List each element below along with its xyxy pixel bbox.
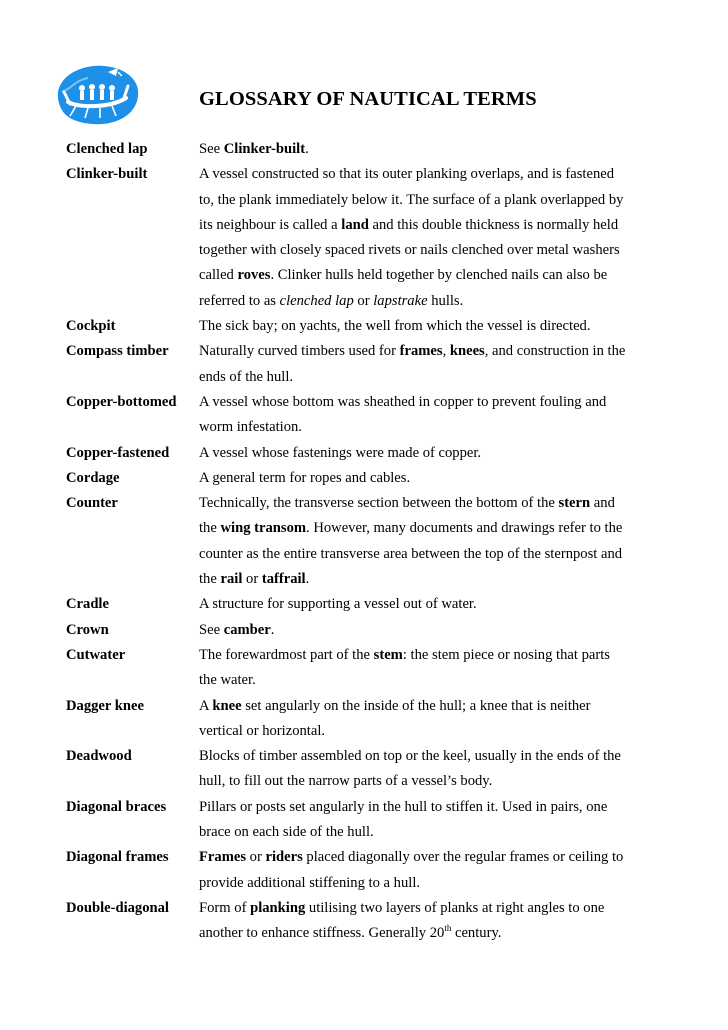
definition-text: : the stem piece or nosing that parts the water. xyxy=(199,646,610,689)
glossary-entry xyxy=(66,795,626,846)
definition-text: . Clinker hulls held together by clenched nails can also be referred to as xyxy=(199,267,608,309)
glossary-term: Double-diagonal xyxy=(66,899,169,916)
definition-text: or xyxy=(246,849,266,866)
definition-text: , xyxy=(442,343,450,360)
glossary-term: Deadwood xyxy=(66,748,132,765)
glossary-definition xyxy=(199,592,626,617)
definition-text: , and construction in the ends of the hull. xyxy=(199,343,626,385)
bold-term: frames xyxy=(399,343,443,360)
definition-text: See xyxy=(199,141,224,157)
viking-ship-logo-icon xyxy=(52,62,142,128)
glossary-entry xyxy=(66,694,626,745)
glossary-definition xyxy=(199,643,626,694)
definition-text: . xyxy=(305,141,309,157)
bold-term: riders xyxy=(265,849,303,866)
glossary-entry xyxy=(66,643,626,694)
definition-text: . xyxy=(270,621,275,638)
glossary-entry xyxy=(66,390,626,441)
definition-text: A general term for ropes and cables. xyxy=(199,469,411,486)
glossary-term: Diagonal braces xyxy=(66,798,167,815)
glossary-definition xyxy=(199,137,626,162)
glossary-entry xyxy=(66,896,626,947)
glossary-term: Diagonal frames xyxy=(66,849,169,866)
definition-text: utilising two layers of planks at right angles to one another to enhance stiffness. Generally 20 xyxy=(199,899,605,942)
definition-text: A vessel whose fastenings were made of copper. xyxy=(199,444,482,461)
glossary-entry xyxy=(66,339,626,390)
definition-text: The sick bay; on yachts, the well from which the vessel is directed. xyxy=(199,318,591,335)
glossary-entry xyxy=(66,491,626,592)
definition-text: Naturally curved timbers used for xyxy=(199,343,400,360)
bold-term: stern xyxy=(558,495,591,512)
bold-term: camber xyxy=(223,621,271,638)
glossary-term: Copper-fastened xyxy=(66,444,170,461)
glossary-term: Cordage xyxy=(66,469,120,486)
glossary-definition xyxy=(199,491,626,592)
page-title: GLOSSARY OF NAUTICAL TERMS xyxy=(199,88,537,110)
bold-term: planking xyxy=(250,899,306,916)
glossary-definition xyxy=(199,795,626,846)
glossary-term: Dagger knee xyxy=(66,697,144,714)
bold-term: taffrail xyxy=(261,571,306,588)
glossary-entry xyxy=(66,137,626,162)
glossary-definition xyxy=(199,618,626,643)
bold-term: wing transom xyxy=(220,520,307,537)
glossary-definition xyxy=(199,314,626,339)
glossary-entry xyxy=(66,618,626,643)
glossary-entry xyxy=(66,744,626,795)
definition-text: Blocks of timber assembled on top or the keel, usually in the ends of the hull, to fill out the narrow parts of a vessel’s body. xyxy=(199,748,621,790)
glossary-entry xyxy=(66,314,626,339)
definition-text: placed diagonally over the regular frames or ceiling to provide additional stiffening to a hull. xyxy=(199,849,624,891)
definition-text: Technically, the transverse section between the bottom of the xyxy=(199,495,559,512)
bold-term: rail xyxy=(220,571,243,588)
definition-text: Form of xyxy=(199,899,251,916)
glossary-entry xyxy=(66,162,626,314)
definition-text: century. xyxy=(451,925,502,942)
bold-term: land xyxy=(341,216,369,233)
italic-term: clenched lap xyxy=(279,292,354,309)
definition-text: or xyxy=(242,571,262,588)
glossary-definition xyxy=(199,744,626,795)
glossary-list xyxy=(66,137,626,947)
glossary-definition xyxy=(199,162,626,314)
bold-term: Clinker-built xyxy=(223,141,306,157)
bold-term: knees xyxy=(449,343,485,360)
glossary-term: Crown xyxy=(66,621,109,638)
glossary-entry xyxy=(66,466,626,491)
glossary-term: Counter xyxy=(66,495,118,512)
definition-text: A structure for supporting a vessel out of water. xyxy=(199,596,477,613)
definition-text: See xyxy=(199,621,224,638)
glossary-entry xyxy=(66,592,626,617)
glossary-definition xyxy=(199,441,626,466)
glossary-definition xyxy=(199,390,626,441)
glossary-term: Compass timber xyxy=(66,343,169,360)
superscript: th xyxy=(444,923,452,934)
glossary-term: Copper-bottomed xyxy=(66,393,177,410)
italic-term: lapstrake xyxy=(373,292,428,309)
glossary-term: Clinker-built xyxy=(66,166,148,183)
definition-text: . However, many documents and drawings refer to the counter as the entire transverse area between the top of the sternpost and the xyxy=(199,520,623,588)
bold-term: stem xyxy=(373,646,403,663)
bold-term: Frames xyxy=(199,849,247,866)
definition-text: The forewardmost part of the xyxy=(199,646,374,663)
definition-text: Pillars or posts set angularly in the hull to stiffen it. Used in pairs, one brace on each side of the hull. xyxy=(199,798,608,841)
bold-term: roves xyxy=(237,267,271,284)
glossary-definition xyxy=(199,845,626,896)
definition-text: A vessel constructed so that its outer planking overlaps, and is fastened to, the plank immediately below it. The surface of a plank overlapped by its neighbour is called a xyxy=(199,166,624,233)
definition-text: A vessel whose bottom was sheathed in copper to prevent fouling and worm infestation. xyxy=(199,393,607,436)
bold-term: knee xyxy=(212,697,242,714)
glossary-entry xyxy=(66,845,626,896)
glossary-definition xyxy=(199,896,626,947)
glossary-term: Clenched lap xyxy=(66,141,148,157)
glossary-term: Cradle xyxy=(66,596,109,613)
definition-text: and the xyxy=(199,495,615,537)
glossary-definition xyxy=(199,466,626,491)
glossary-definition xyxy=(199,694,626,745)
definition-text: or xyxy=(353,292,374,309)
glossary-term: Cutwater xyxy=(66,646,126,663)
definition-text: hulls. xyxy=(427,292,464,309)
glossary-definition xyxy=(199,339,626,390)
glossary-term: Cockpit xyxy=(66,318,116,335)
definition-text: and this double thickness is normally held together with closely spaced rivets or nails clenched over metal washers called xyxy=(199,216,620,284)
definition-text: set angularly on the inside of the hull; a knee that is neither vertical or horizontal. xyxy=(199,697,591,739)
definition-text: . xyxy=(305,571,310,588)
definition-text: A xyxy=(199,697,213,714)
glossary-entry xyxy=(66,441,626,466)
